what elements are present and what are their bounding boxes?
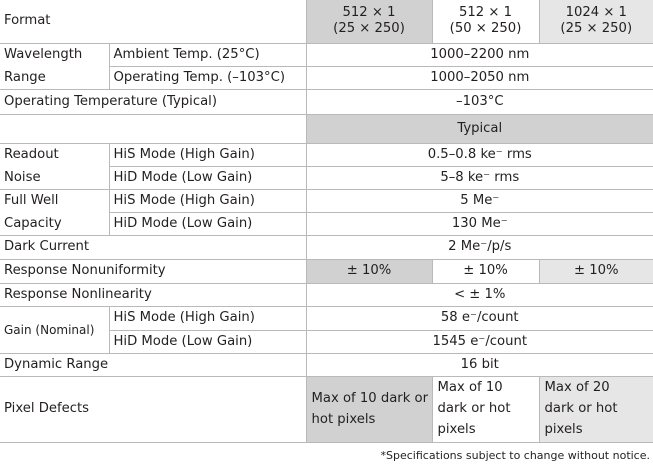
pixel-defects-value-1: Max of 10 dark or hot pixels — [306, 376, 432, 442]
pixel-defects-row — [0, 376, 653, 442]
full-well-line2: Capacity — [4, 215, 62, 231]
gain-his-value: 58 e⁻/count — [306, 306, 653, 330]
format-1 — [306, 0, 432, 43]
wavelength-label-line1: Wavelength — [4, 46, 83, 62]
fullwell-hid-value: 130 Me⁻ — [306, 212, 653, 235]
fullwell-his-row — [0, 189, 653, 212]
wavelength-operating-label: Operating Temp. (–103°C) — [109, 66, 306, 89]
fullwell-his-label: HiS Mode (High Gain) — [109, 189, 306, 212]
format-1-pixels: (25 × 250) — [333, 21, 405, 37]
typical-row — [0, 114, 653, 143]
pixel-defects-value-2: Max of 10 dark or hot pixels — [432, 376, 539, 442]
format-3-pixels: (25 × 250) — [560, 21, 633, 37]
full-well-label — [0, 189, 109, 235]
format-2-pixels: (50 × 250) — [449, 21, 522, 37]
format-3-size: 1024 × 1 — [565, 5, 627, 21]
readout-hid-label: HiD Mode (Low Gain) — [109, 166, 306, 189]
fullwell-hid-label: HiD Mode (Low Gain) — [109, 212, 306, 235]
format-row — [0, 0, 653, 43]
format-2-size: 512 × 1 — [459, 5, 513, 21]
wavelength-ambient-row — [0, 43, 653, 66]
gain-hid-label: HiD Mode (Low Gain) — [109, 330, 306, 353]
dark-current-row — [0, 235, 653, 259]
dark-current-value: 2 Me⁻/p/s — [306, 235, 653, 259]
readout-his-label: HiS Mode (High Gain) — [109, 143, 306, 166]
wavelength-operating-value: 1000–2050 nm — [306, 66, 653, 89]
readout-noise-label — [0, 143, 109, 189]
nonuniformity-row — [0, 259, 653, 283]
dynamic-range-value: 16 bit — [306, 353, 653, 376]
footnote: *Specifications subject to change without notice. — [380, 449, 650, 462]
format-label: Format — [0, 0, 306, 43]
gain-his-row — [0, 306, 653, 330]
full-well-line1: Full Well — [4, 192, 59, 208]
nonuniformity-value-1: ± 10% — [306, 259, 432, 283]
wavelength-label-line2: Range — [4, 69, 46, 85]
gain-label: Gain (Nominal) — [0, 306, 109, 353]
operating-temp-value: –103°C — [306, 89, 653, 114]
nonlinearity-row — [0, 283, 653, 306]
readout-noise-line1: Readout — [4, 146, 59, 162]
gain-hid-value: 1545 e⁻/count — [306, 330, 653, 353]
nonlinearity-value: < ± 1% — [306, 283, 653, 306]
nonlinearity-label: Response Nonlinearity — [0, 283, 306, 306]
format-1-size: 512 × 1 — [342, 5, 396, 21]
nonuniformity-value-3: ± 10% — [539, 259, 653, 283]
format-3 — [539, 0, 653, 43]
format-2 — [432, 0, 539, 43]
dynamic-range-label: Dynamic Range — [0, 353, 306, 376]
readout-hid-value: 5–8 ke⁻ rms — [306, 166, 653, 189]
readout-his-row — [0, 143, 653, 166]
wavelength-label — [0, 43, 109, 89]
gain-his-label: HiS Mode (High Gain) — [109, 306, 306, 330]
nonuniformity-value-2: ± 10% — [432, 259, 539, 283]
nonuniformity-label: Response Nonuniformity — [0, 259, 306, 283]
readout-noise-line2: Noise — [4, 169, 41, 185]
wavelength-ambient-value: 1000–2200 nm — [306, 43, 653, 66]
pixel-defects-label: Pixel Defects — [0, 376, 306, 442]
operating-temp-row — [0, 89, 653, 114]
wavelength-ambient-label: Ambient Temp. (25°C) — [109, 43, 306, 66]
dynamic-range-row — [0, 353, 653, 376]
pixel-defects-value-3: Max of 20 dark or hot pixels — [539, 376, 653, 442]
operating-temp-label: Operating Temperature (Typical) — [0, 89, 306, 114]
dark-current-label: Dark Current — [0, 235, 306, 259]
typical-blank — [0, 114, 306, 143]
readout-his-value: 0.5–0.8 ke⁻ rms — [306, 143, 653, 166]
fullwell-his-value: 5 Me⁻ — [306, 189, 653, 212]
typical-label: Typical — [306, 114, 653, 143]
